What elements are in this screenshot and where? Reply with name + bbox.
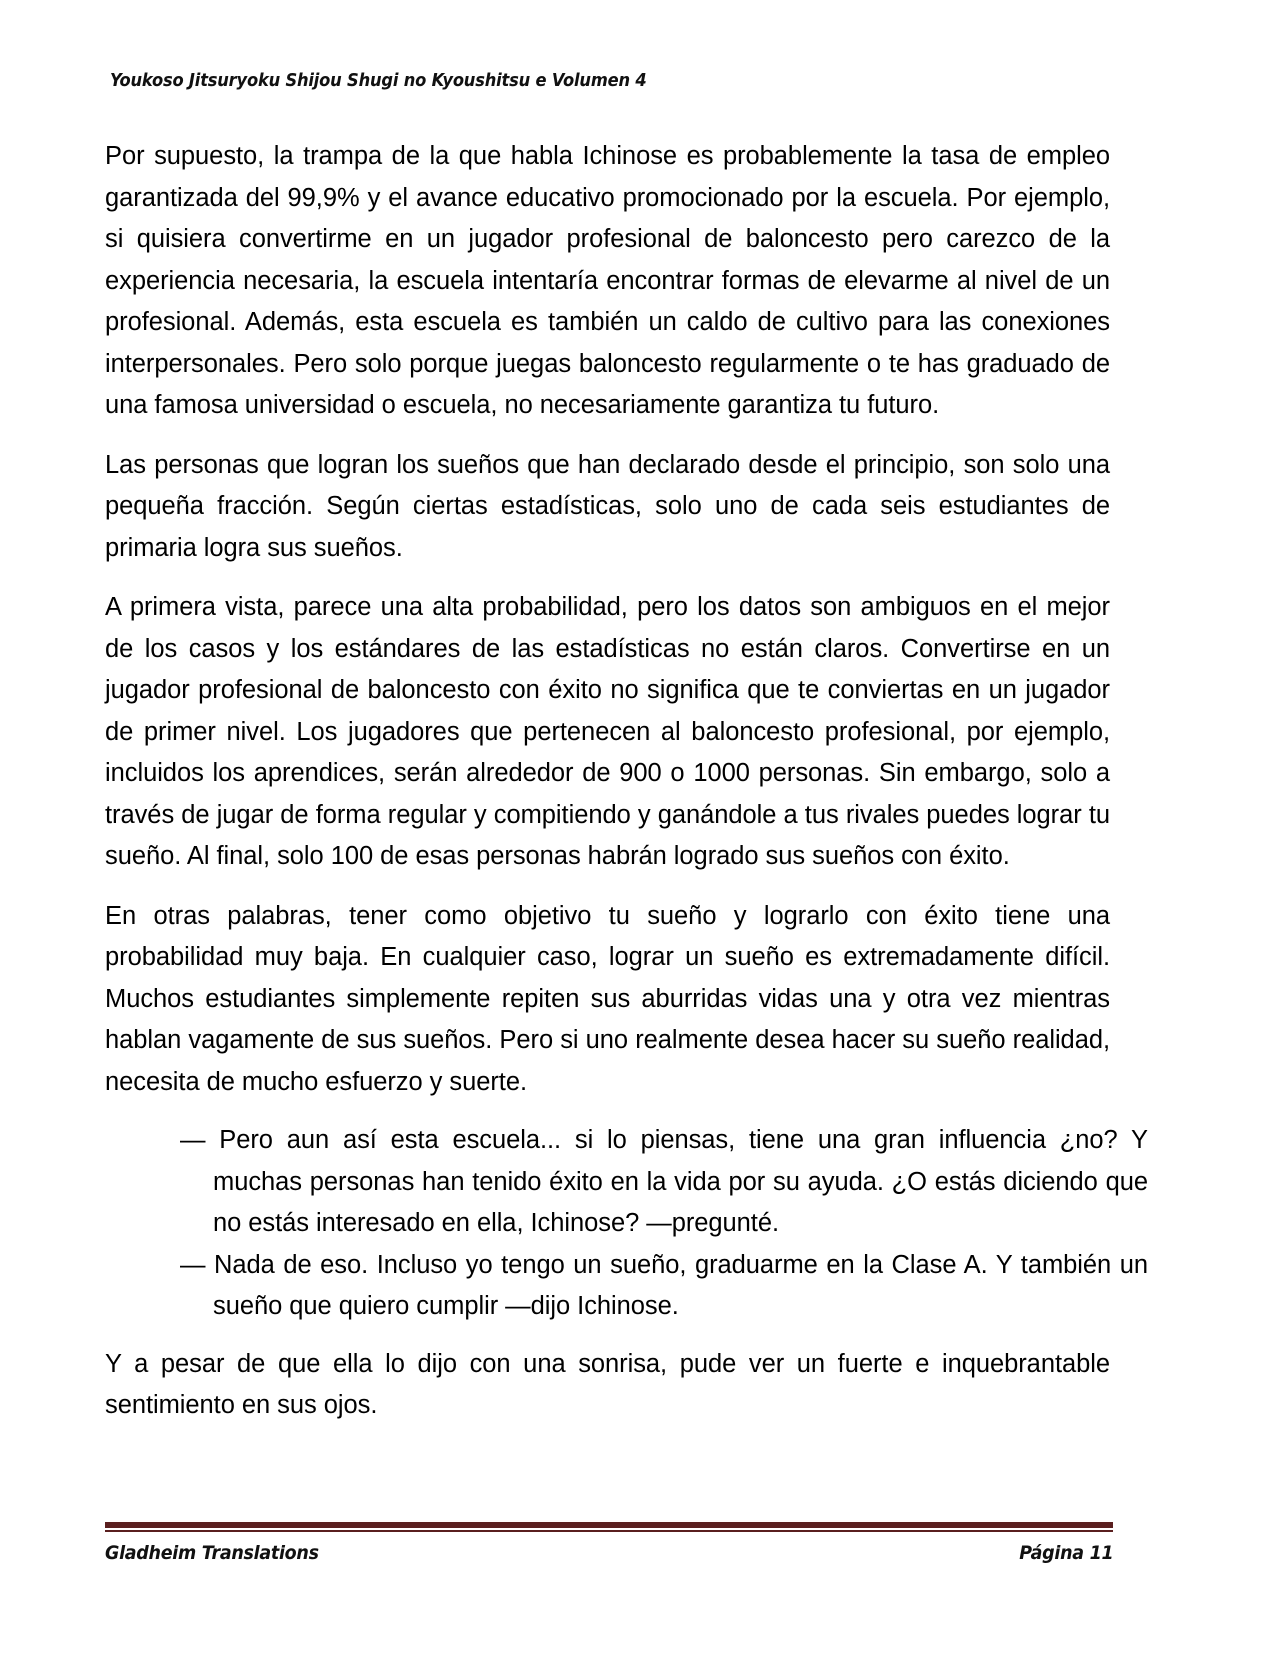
body-paragraph: En otras palabras, tener como objetivo tu sueño y lograrlo con éxito tiene una probabilidad muy baja. En cualquier caso, lograr un sueño es extremadamente difícil. Muchos estudiantes simplemente repiten sus aburridas vidas una y otra vez mientras hablan vagamente de sus sueños. Pero si uno realmente desea hacer su sueño realidad, necesita de mucho esfuerzo y suerte. [105, 901, 1110, 1096]
body-paragraph: Las personas que logran los sueños que han declarado desde el principio, son solo una pequeña fracción. Según ciertas estadísticas, solo uno de cada seis estudiantes de primaria logra sus sueños. [105, 450, 1110, 562]
footer-translator: Gladheim Translations [105, 1542, 319, 1564]
footer-row [105, 1542, 1113, 1564]
page-header [110, 70, 1110, 92]
dialogue-line: — Nada de eso. Incluso yo tengo un sueño, graduarme en la Clase A. Y también un sueño que quiero cumplir —dijo Ichinose. [180, 1250, 1148, 1320]
body-paragraph: A primera vista, parece una alta probabilidad, pero los datos son ambiguos en el mejor de los casos y los estándares de las estadísticas no están claros. Convertirse en un jugador profesional de baloncesto con éxito no significa que te conviertas en un jugador de primer nivel. Los jugadores que pertenecen al baloncesto profesional, por ejemplo, incluidos los aprendices, serán alrededor de 900 o 1000 personas. Sin embargo, solo a través de jugar de forma regular y compitiendo y ganándole a tus rivales puedes lograr tu sueño. Al final, solo 100 de esas personas habrán logrado sus sueños con éxito. [105, 593, 1110, 870]
footer-rule-thin [105, 1530, 1113, 1532]
page-footer [105, 1522, 1113, 1564]
body-paragraph: Por supuesto, la trampa de la que habla Ichinose es probablemente la tasa de empleo garantizada del 99,9% y el avance educativo promocionado por la escuela. Por ejemplo, si quisiera convertirme en un jugador profesional de baloncesto pero carezco de la experiencia necesaria, la escuela intentaría encontrar formas de elevarme al nivel de un profesional. Además, esta escuela es también un caldo de cultivo para las conexiones interpersonales. Pero solo porque juegas baloncesto regularmente o te has graduado de una famosa universidad o escuela, no necesariamente garantiza tu futuro. [105, 142, 1110, 419]
dialogue-line: — Pero aun así esta escuela... si lo piensas, tiene una gran influencia ¿no? Y muchas personas han tenido éxito en la vida por su ayuda. ¿O estás diciendo que no estás interesado en ella, Ichinose? —pregunté. [180, 1126, 1148, 1237]
closing-paragraph: Y a pesar de que ella lo dijo con una sonrisa, pude ver un fuerte e inquebrantable sentimiento en sus ojos. [105, 1349, 1110, 1419]
dialogue-block [105, 1120, 1148, 1328]
header-title: Youkoso Jitsuryoku Shijou Shugi no Kyoushitsu e Volumen 4 [110, 71, 647, 91]
footer-page-number: Página 11 [1018, 1542, 1113, 1564]
page-content [105, 136, 1148, 1427]
